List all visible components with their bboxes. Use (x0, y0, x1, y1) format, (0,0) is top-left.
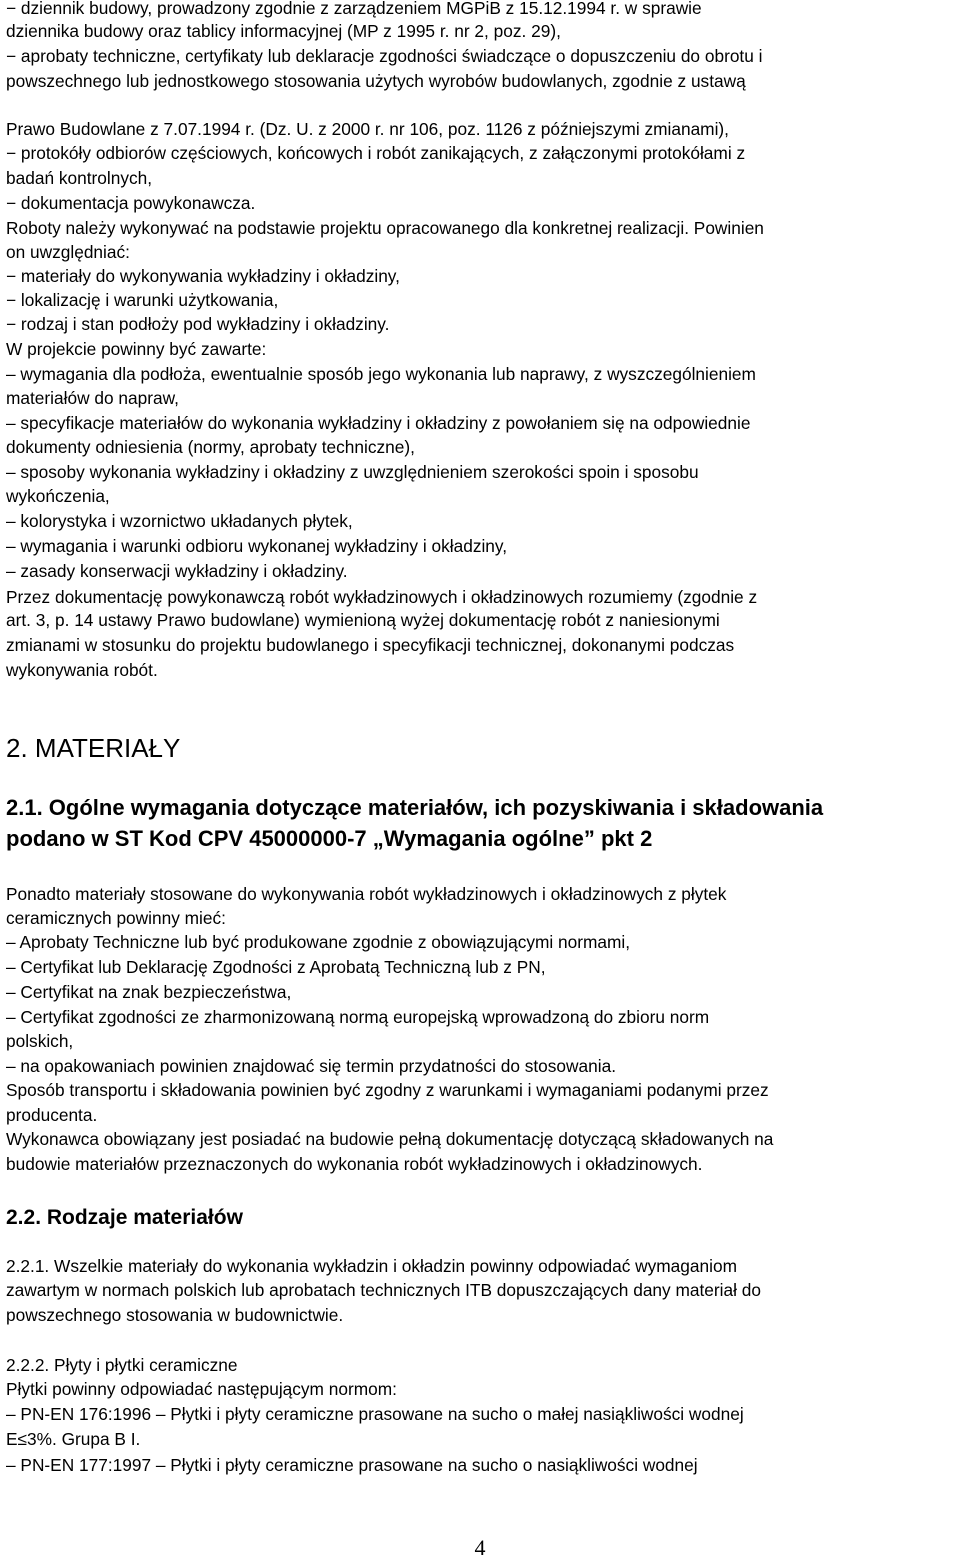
subsection-heading: 2.1. Ogólne wymagania dotyczące materiałów, ich pozyskiwania i składowania (6, 795, 824, 820)
text-line: Prawo Budowlane z 7.07.1994 r. (Dz. U. z 2000 r. nr 106, poz. 1126 z późniejszymi zmianami), (6, 119, 729, 139)
text-line: zmianami w stosunku do projektu budowlanego i specyfikacji technicznej, dokonanymi podczas (6, 635, 735, 655)
list-item: − materiały do wykonywania wykładziny i okładziny, (6, 266, 400, 286)
text-line: Sposób transportu i składowania powinien być zgodny z warunkami i wymaganiami podanymi przez (6, 1080, 769, 1100)
text-line: Przez dokumentację powykonawczą robót wykładzinowych i okładzinowych rozumiemy (zgodnie z (6, 587, 758, 607)
list-item: – Aprobaty Techniczne lub być produkowane zgodnie z obowiązującymi normami, (6, 932, 631, 952)
text-line: producenta. (6, 1105, 98, 1125)
text-line: Płytki powinny odpowiadać następującym normom: (6, 1379, 397, 1399)
list-item: − protokóły odbiorów częściowych, końcowych i robót zanikających, z załączonymi protokółami z (6, 143, 746, 163)
text-line: dziennika budowy oraz tablicy informacyjnej (MP z 1995 r. nr 2, poz. 29), (6, 21, 561, 41)
list-item: – sposoby wykonania wykładziny i okładziny z uwzględnieniem szerokości spoin i sposobu (6, 462, 699, 482)
list-item: – na opakowaniach powinien znajdować się termin przydatności do stosowania. (6, 1056, 616, 1076)
list-item: – specyfikacje materiałów do wykonania wykładziny i okładziny z powołaniem się na odpowiednie (6, 413, 751, 433)
list-item: − aprobaty techniczne, certyfikaty lub deklaracje zgodności świadczące o dopuszczeniu do obrotu i (6, 46, 763, 66)
text-line: art. 3, p. 14 ustawy Prawo budowlane) wymienioną wyżej dokumentację robót z naniesionymi (6, 610, 720, 630)
text-line: W projekcie powinny być zawarte: (6, 339, 267, 359)
text-line: Wykonawca obowiązany jest posiadać na budowie pełną dokumentację dotyczącą składowanych na (6, 1129, 774, 1149)
text-line: badań kontrolnych, (6, 168, 153, 188)
section-heading: 2. MATERIAŁY (6, 733, 181, 763)
text-line: wykończenia, (6, 486, 110, 506)
list-item: – wymagania i warunki odbioru wykonanej wykładziny i okładziny, (6, 536, 508, 556)
list-item: − lokalizację i warunki użytkowania, (6, 290, 279, 310)
list-item: − rodzaj i stan podłoży pod wykładziny i okładziny. (6, 314, 390, 334)
text-line: wykonywania robót. (6, 660, 158, 680)
subsection-heading: 2.2. Rodzaje materiałów (6, 1206, 243, 1229)
subsection-heading: podano w ST Kod CPV 45000000-7 „Wymagania ogólne” pkt 2 (6, 826, 653, 851)
list-item: – kolorystyka i wzornictwo układanych płytek, (6, 511, 353, 531)
list-item: − dokumentacja powykonawcza. (6, 193, 256, 213)
text-line: ceramicznych powinny mieć: (6, 908, 226, 928)
text-line: Ponadto materiały stosowane do wykonywania robót wykładzinowych i okładzinowych z płytek (6, 884, 727, 904)
text-line: Roboty należy wykonywać na podstawie projektu opracowanego dla konkretnej realizacji. Powinien (6, 218, 764, 238)
text-line: 2.2.1. Wszelkie materiały do wykonania wykładzin i okładzin powinny odpowiadać wymaganiom (6, 1256, 737, 1276)
list-item: – Certyfikat na znak bezpieczeństwa, (6, 982, 292, 1002)
text-line: materiałów do napraw, (6, 388, 179, 408)
list-item: − dziennik budowy, prowadzony zgodnie z zarządzeniem MGPiB z 15.12.1994 r. w sprawie (6, 0, 702, 18)
list-item: – PN-EN 176:1996 – Płytki i płyty ceramiczne prasowane na sucho o małej nasiąkliwości wodnej (6, 1404, 744, 1424)
text-line: budowie materiałów przeznaczonych do wykonania robót wykładzinowych i okładzinowych. (6, 1154, 703, 1174)
text-line: E≤3%. Grupa B I. (6, 1429, 141, 1449)
text-line: powszechnego lub jednostkowego stosowania użytych wyrobów budowlanych, zgodnie z ustawą (6, 71, 746, 91)
text-line: 2.2.2. Płyty i płytki ceramiczne (6, 1355, 238, 1375)
list-item: – PN-EN 177:1997 – Płytki i płyty ceramiczne prasowane na sucho o nasiąkliwości wodnej (6, 1455, 698, 1475)
text-line: powszechnego stosowania w budownictwie. (6, 1305, 344, 1325)
list-item: – Certyfikat lub Deklarację Zgodności z Aprobatą Techniczną lub z PN, (6, 957, 546, 977)
page-number: 4 (474, 1535, 486, 1560)
list-item: – wymagania dla podłoża, ewentualnie sposób jego wykonania lub naprawy, z wyszczególnieniem (6, 364, 756, 384)
text-line: dokumenty odniesienia (normy, aprobaty techniczne), (6, 437, 415, 457)
text-line: zawartym w normach polskich lub aprobatach technicznych ITB dopuszczających dany materiał do (6, 1280, 761, 1300)
text-line: polskich, (6, 1031, 74, 1051)
list-item: – zasady konserwacji wykładziny i okładziny. (6, 561, 348, 581)
text-line: on uwzględniać: (6, 242, 130, 262)
list-item: – Certyfikat zgodności ze zharmonizowaną normą europejską wprowadzoną do zbioru norm (6, 1007, 710, 1027)
